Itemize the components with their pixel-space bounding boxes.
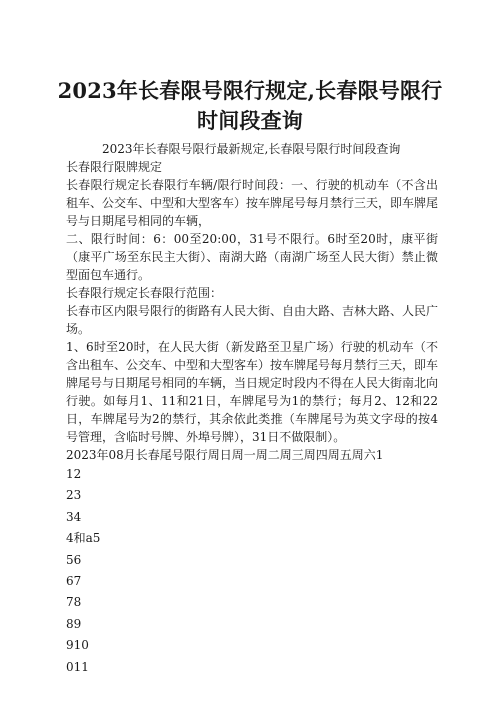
document-body	[66, 140, 438, 678]
calendar-line: 56	[66, 552, 82, 567]
paragraph-rule-two: 二、限行时间：6：00至20:00，31号不限行。6时至20时，康平街（康平广场至东民主大街）、南湖大路（南湖广场至人民大街）禁止微型面包车通行。	[66, 232, 438, 282]
document-subtitle: 2023年长春限号限行最新规定,长春限号限行时间段查询	[102, 142, 401, 156]
paragraph-rule-one: 长春限行规定长春限行车辆/限行时间段：一、行驶的机动车（不含出租车、公交车、中型和大型客车）按车牌尾号每月禁行三天，即车牌尾号与日期尾号相同的车辆，	[66, 178, 439, 228]
paragraph-scope: 长春市区内限号限行的街路有人民大街、自由大路、吉林大路、人民广场。	[66, 304, 439, 336]
calendar-line: 910	[66, 638, 89, 653]
paragraph-heading: 长春限行限牌规定	[66, 160, 163, 174]
calendar-line: 78	[66, 595, 82, 610]
paragraph-scope-heading: 长春限行规定长春限行范围：	[66, 286, 223, 300]
paragraph-calendar-heading: 2023年08月长春尾号限行周日周一周二周三周四周五周六1	[66, 448, 384, 462]
calendar-line: 12	[66, 467, 82, 481]
paragraph-detail: 1、6时至20时，在人民大街（新发路至卫星广场）行驶的机动车（不含出租车、公交车、中型和大型客车）按车牌尾号每月禁行三天，即车牌尾号与日期尾号相同的车辆，当日规定时段内不得在人民大街南北向行驶。如每月1、11和21日，车牌尾号为1的禁行；每月2、12和22日，车牌尾号为2的禁行，其余依此类推（车牌尾号为英文字母的按4号管理，含临时号牌、外埠号牌），31日不做限制）。	[66, 340, 439, 444]
document-title: 2023年长春限号限行规定,长春限号限行时间段查询	[57, 78, 443, 133]
calendar-line: 23	[66, 488, 82, 503]
calendar-line: 011	[66, 659, 89, 674]
calendar-line: 67	[66, 574, 82, 589]
calendar-line: 89	[66, 616, 82, 631]
calendar-line: 4和a5	[66, 531, 101, 546]
calendar-line: 34	[66, 509, 82, 524]
